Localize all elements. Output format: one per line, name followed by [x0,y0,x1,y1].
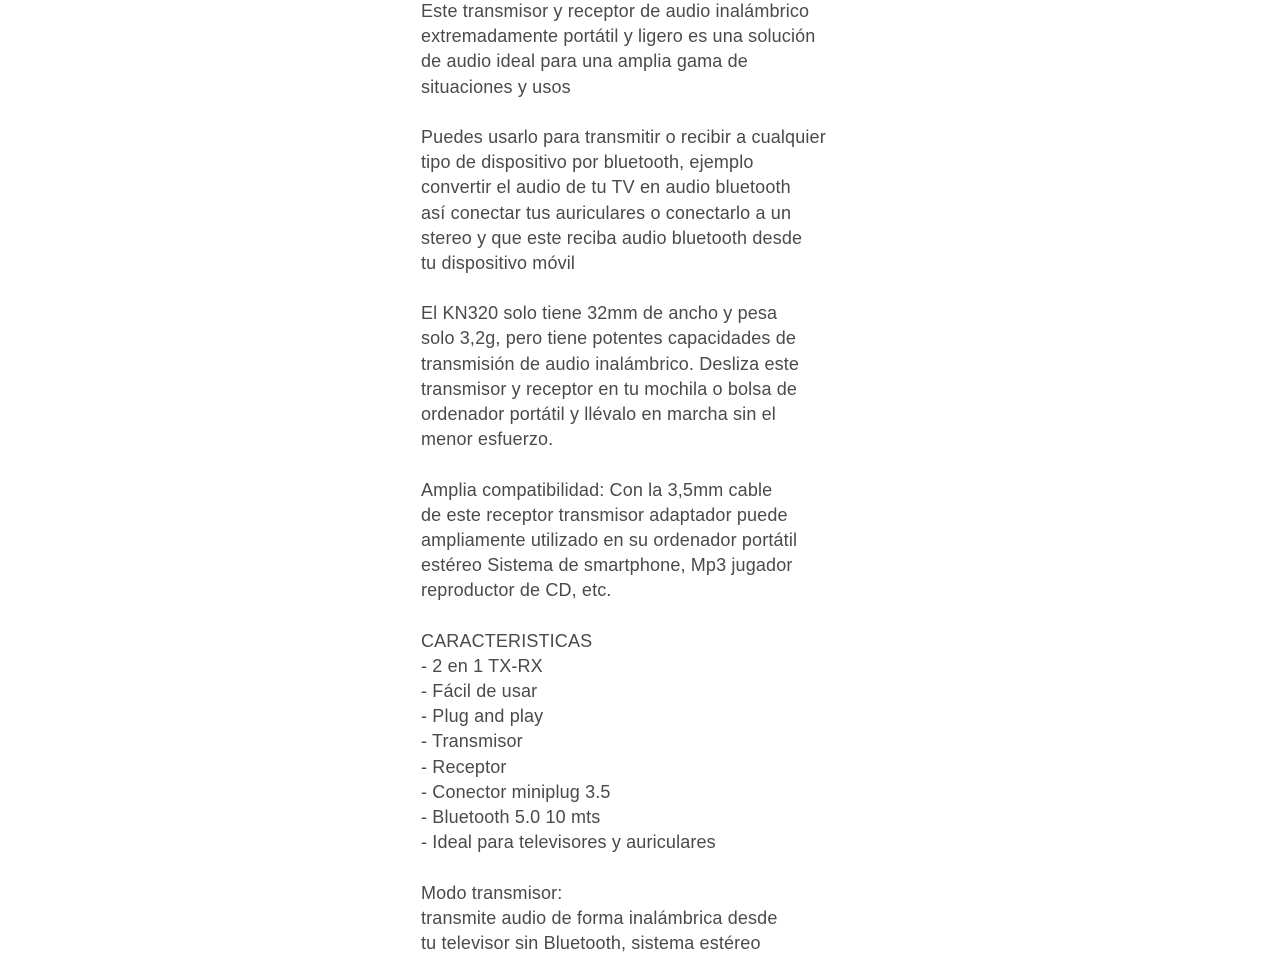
description-line: ordenador portátil y llévalo en marcha sin el [421,404,776,424]
description-paragraph [421,125,881,276]
description-line: - Plug and play [421,706,544,727]
product-description [421,0,881,956]
description-line: transmisión de audio inalámbrico. Desliza este [421,353,800,374]
description-line: así conectar tus auriculares o conectarlo a un [421,202,792,223]
description-paragraph [421,629,881,856]
description-line: tu televisor sin Bluetooth, sistema estéreo [421,932,761,953]
description-line: - Receptor [421,756,507,777]
description-line: - Transmisor [421,731,523,752]
description-line: extremadamente portátil y ligero es una solución [421,26,816,47]
description-line: tu dispositivo móvil [421,252,576,273]
description-line: Puedes usarlo para transmitir o recibir a cualquier [421,126,826,147]
description-line: CARACTERISTICAS [421,630,593,651]
description-line: Modo transmisor: [421,882,563,903]
description-line: - Bluetooth 5.0 10 mts [421,807,601,827]
description-line: de audio ideal para una amplia gama de [421,51,748,72]
paragraph-spacer [421,452,881,477]
description-line: menor esfuerzo. [421,429,554,450]
paragraph-spacer [421,100,881,125]
description-paragraph [421,0,881,100]
description-line: El KN320 solo tiene 32mm de ancho y pesa [421,303,778,324]
description-line: de este receptor transmisor adaptador puede [421,504,788,525]
description-line: - Fácil de usar [421,681,538,702]
paragraph-spacer [421,855,881,880]
description-line: ampliamente utilizado en su ordenador portátil [421,529,798,550]
description-line: transmite audio de forma inalámbrica desde [421,907,778,928]
description-line: Este transmisor y receptor de audio inalámbrico [421,1,810,21]
description-line: - 2 en 1 TX-RX [421,655,543,676]
description-line: situaciones y usos [421,76,571,97]
description-line: - Ideal para televisores y auriculares [421,832,716,853]
description-line: tipo de dispositivo por bluetooth, ejemplo [421,152,754,173]
description-line: reproductor de CD, etc. [421,580,612,601]
description-paragraph [421,301,881,452]
description-line: solo 3,2g, pero tiene potentes capacidades de [421,328,797,349]
paragraph-spacer [421,276,881,301]
paragraph-spacer [421,604,881,629]
description-paragraph [421,478,881,604]
description-line: stereo y que este reciba audio bluetooth desde [421,227,803,248]
description-line: transmisor y receptor en tu mochila o bolsa de [421,378,798,399]
description-line: convertir el audio de tu TV en audio bluetooth [421,177,791,198]
description-paragraph [421,881,881,957]
description-line: Amplia compatibilidad: Con la 3,5mm cable [421,479,773,500]
description-line: estéreo Sistema de smartphone, Mp3 jugador [421,555,793,576]
description-line: - Conector miniplug 3.5 [421,781,611,802]
